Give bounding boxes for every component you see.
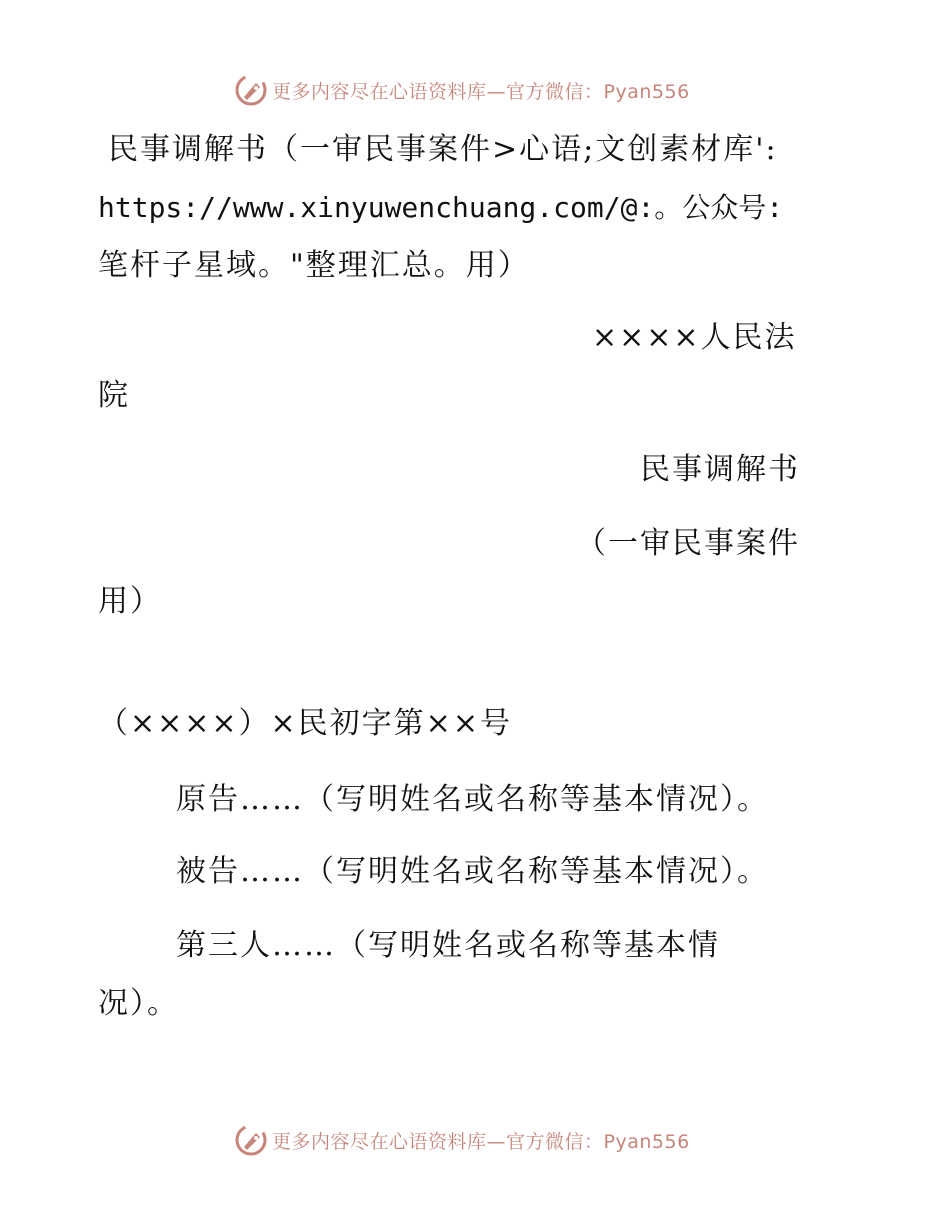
heading-line-1: 民事调解书（一审民事案件>心语;文创素材库': xyxy=(108,132,778,167)
pen-nib-logo-icon xyxy=(234,73,268,107)
document-subtitle-continued: 用） xyxy=(98,584,162,619)
case-number: （××××）×民初字第××号 xyxy=(98,706,512,741)
footer-watermark xyxy=(234,1122,690,1158)
pen-nib-logo-icon xyxy=(234,1123,268,1157)
watermark-text: 更多内容尽在心语资料库—官方微信：Pyan556 xyxy=(272,80,690,103)
third-party-paragraph: 第三人……（写明姓名或名称等基本情 xyxy=(176,928,720,963)
document-title: 民事调解书 xyxy=(640,452,800,487)
court-name-continued: 院 xyxy=(98,378,130,413)
document-subtitle: （一审民事案件 xyxy=(576,526,800,561)
watermark-text: 更多内容尽在心语资料库—官方微信：Pyan556 xyxy=(272,1130,690,1153)
heading-line-2: https://www.xinyuwenchuang.com/@:。公众号: xyxy=(98,191,784,224)
defendant-paragraph: 被告……（写明姓名或名称等基本情况）。 xyxy=(176,854,769,889)
header-watermark xyxy=(234,72,690,108)
plaintiff-paragraph: 原告……（写明姓名或名称等基本情况）。 xyxy=(176,782,769,817)
court-name: ××××人民法 xyxy=(592,320,797,355)
third-party-paragraph-continued: 况）。 xyxy=(98,986,179,1021)
heading-line-3: 笔杆子星域。"整理汇总。用） xyxy=(98,248,530,283)
